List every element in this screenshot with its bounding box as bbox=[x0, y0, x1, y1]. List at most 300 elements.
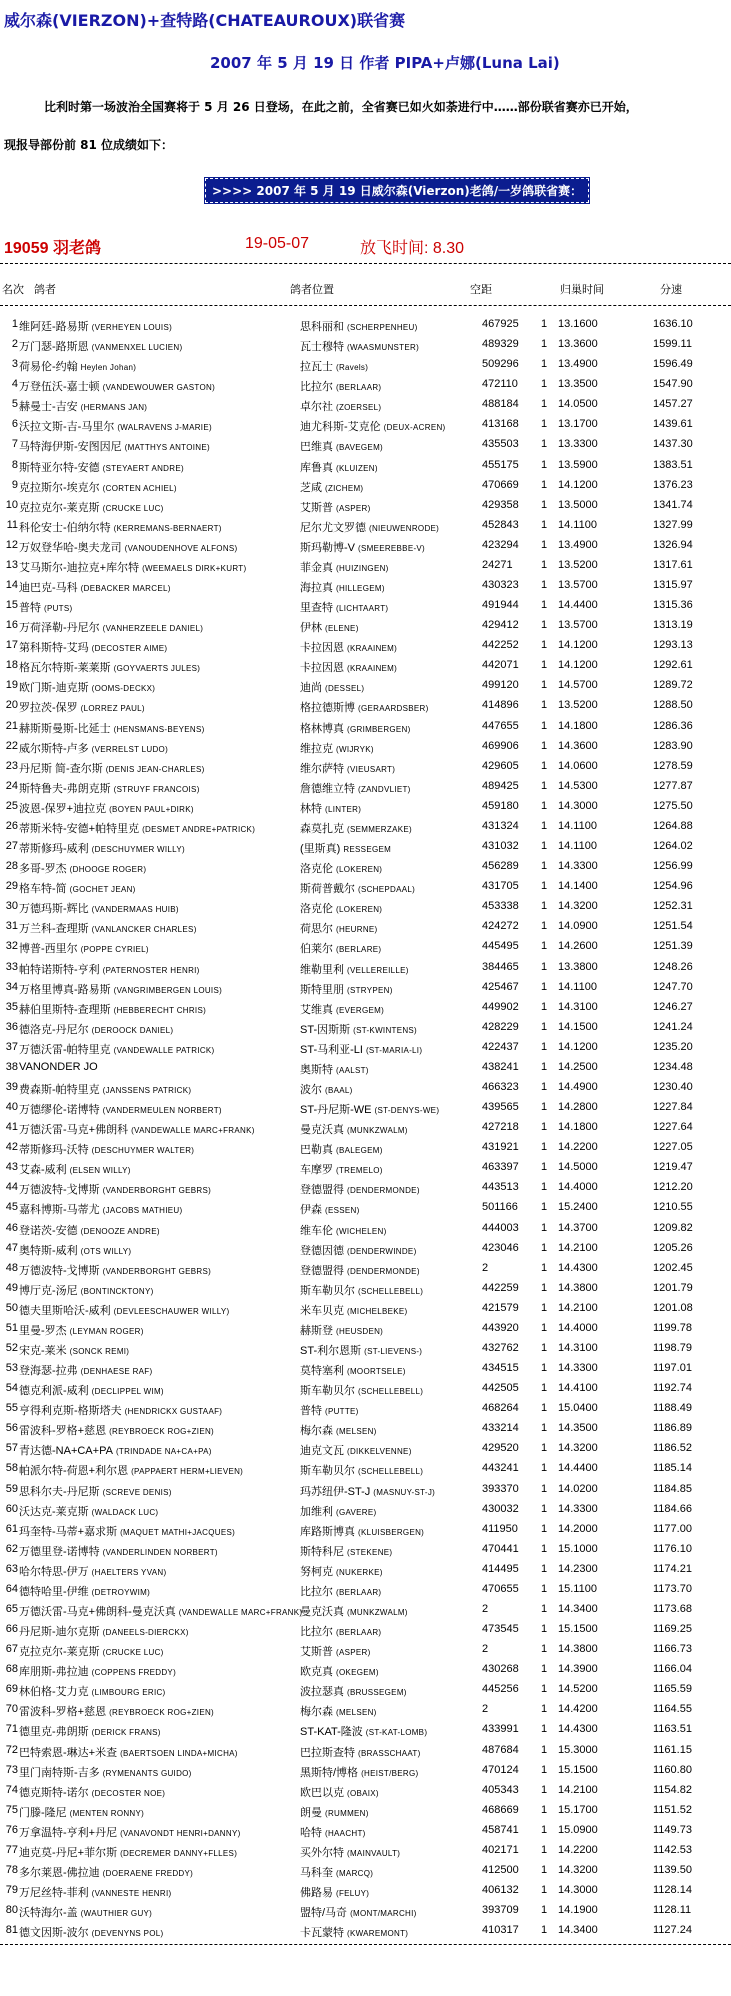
rank: 79 bbox=[5, 1884, 18, 1897]
distance: 430032 bbox=[482, 1502, 519, 1515]
fancier-name-cn: 万德缪伦-诺博特 bbox=[19, 1104, 100, 1117]
fancier-name-latin: (DERICK FRANS) bbox=[91, 1728, 161, 1738]
fancier-name-latin: (DECOSTER AIME) bbox=[91, 644, 168, 654]
arrival-day: 1 bbox=[541, 1803, 548, 1816]
table-row bbox=[0, 1681, 731, 1701]
fancier-name-latin: (GOCHET JEAN) bbox=[69, 885, 136, 895]
loft-location-latin: (KLUISBERGEN) bbox=[358, 1527, 425, 1537]
fancier-name-cn: 登诺茨-安德 bbox=[19, 1224, 78, 1237]
arrival-day: 1 bbox=[541, 1462, 548, 1475]
loft-location bbox=[300, 1824, 366, 1840]
speed: 1241.24 bbox=[653, 1020, 693, 1033]
arrival-day: 1 bbox=[541, 498, 548, 511]
loft-location-latin: (WAASMUNSTER) bbox=[347, 343, 420, 353]
loft-location-cn: (里斯真) bbox=[300, 843, 341, 856]
fancier-name-latin: (HERMANS JAN) bbox=[80, 403, 148, 413]
loft-location bbox=[300, 699, 429, 715]
arrival-day: 1 bbox=[541, 1783, 548, 1796]
loft-location bbox=[300, 1623, 381, 1639]
fancier-name-cn: 蒂斯修玛-沃特 bbox=[19, 1144, 89, 1157]
loft-location bbox=[300, 639, 397, 655]
loft-location-latin: (MELSEN) bbox=[336, 1708, 377, 1718]
distance: 438241 bbox=[482, 1060, 519, 1073]
table-row bbox=[0, 1240, 731, 1260]
fancier-name-cn: 沃特海尔-盖 bbox=[19, 1907, 78, 1920]
arrival-day: 1 bbox=[541, 1562, 548, 1575]
arrival-day: 1 bbox=[541, 1442, 548, 1455]
fancier-name-cn: 万兰科-查理斯 bbox=[19, 923, 89, 936]
loft-location-cn: 艾斯普 bbox=[300, 1646, 333, 1659]
fancier-name-latin: (LIMBOURG ERIC) bbox=[91, 1688, 166, 1698]
fancier-name bbox=[19, 699, 145, 715]
arrival-time: 14.3800 bbox=[558, 1643, 598, 1656]
divider bbox=[0, 1944, 731, 1945]
fancier-name bbox=[19, 619, 203, 635]
table-row bbox=[0, 436, 731, 456]
fancier-name-cn: 万门瑟-路斯恩 bbox=[19, 341, 89, 354]
arrival-day: 1 bbox=[541, 398, 548, 411]
arrival-time: 14.4900 bbox=[558, 1080, 598, 1093]
fancier-name-cn: 格车特-简 bbox=[19, 883, 67, 896]
arrival-time: 14.1100 bbox=[558, 840, 597, 853]
distance: 429520 bbox=[482, 1442, 519, 1455]
loft-location-latin: (MONT/MARCHI) bbox=[350, 1909, 417, 1919]
rank: 7 bbox=[11, 438, 18, 451]
fancier-name bbox=[19, 499, 164, 515]
distance: 423046 bbox=[482, 1241, 519, 1254]
fancier-name-cn: 万德沃雷-马克+佛朗科 bbox=[19, 1124, 129, 1137]
distance: 442071 bbox=[482, 659, 519, 672]
table-row bbox=[0, 979, 731, 999]
fancier-name-cn: 科伦安士-伯纳尔特 bbox=[19, 521, 111, 534]
loft-location-cn: 卓尔社 bbox=[300, 401, 333, 414]
arrival-time: 13.4900 bbox=[558, 358, 598, 371]
race-date: 19-05-07 bbox=[245, 235, 310, 252]
fancier-name-latin: (PATERNOSTER HENRI) bbox=[102, 965, 200, 975]
loft-location-cn: 比拉尔 bbox=[300, 1585, 333, 1598]
loft-location-cn: 维勒里利 bbox=[300, 963, 344, 976]
loft-location bbox=[300, 1462, 423, 1478]
loft-location bbox=[300, 1764, 418, 1780]
loft-location-latin: (WICHELEN) bbox=[336, 1226, 387, 1236]
speed: 1165.59 bbox=[653, 1683, 692, 1696]
speed: 1209.82 bbox=[653, 1221, 693, 1234]
table-row bbox=[0, 858, 731, 878]
loft-location-cn: 格林博真 bbox=[300, 722, 344, 735]
fancier-name bbox=[19, 318, 172, 334]
speed: 1457.27 bbox=[653, 398, 693, 411]
rank: 53 bbox=[5, 1362, 18, 1375]
fancier-name-cn: 门滕-隆尼 bbox=[19, 1806, 67, 1819]
fancier-name-latin: (MATTHYS ANTOINE) bbox=[124, 443, 210, 453]
arrival-time: 13.5700 bbox=[558, 619, 598, 632]
distance: 414896 bbox=[482, 699, 519, 712]
loft-location-latin: (MARCQ) bbox=[336, 1869, 374, 1879]
loft-location-latin: (NUKERKE) bbox=[336, 1567, 383, 1577]
speed: 1341.74 bbox=[653, 498, 693, 511]
arrival-time: 14.5200 bbox=[558, 1683, 598, 1696]
loft-location-cn: 佛路易 bbox=[300, 1887, 333, 1900]
table-row bbox=[0, 1139, 731, 1159]
fancier-name-latin: (VANDEWALLE MARC+FRANK) bbox=[178, 1608, 303, 1617]
distance: 470669 bbox=[482, 478, 519, 491]
table-row bbox=[0, 898, 731, 918]
speed: 1166.04 bbox=[653, 1663, 692, 1676]
distance: 402171 bbox=[482, 1843, 519, 1856]
arrival-day: 1 bbox=[541, 1261, 548, 1274]
arrival-time: 14.3300 bbox=[558, 1502, 598, 1515]
distance: 472110 bbox=[482, 378, 518, 391]
loft-location-cn: 波尔 bbox=[300, 1083, 322, 1096]
arrival-day: 1 bbox=[541, 1321, 548, 1334]
loft-location bbox=[300, 338, 419, 354]
table-row bbox=[0, 1762, 731, 1782]
loft-location bbox=[300, 1543, 392, 1559]
table-row bbox=[0, 1460, 731, 1480]
arrival-day: 1 bbox=[541, 518, 548, 531]
arrival-time: 13.1700 bbox=[558, 418, 598, 431]
speed: 1437.30 bbox=[653, 438, 693, 451]
distance: 414495 bbox=[482, 1562, 519, 1575]
distance: 473545 bbox=[482, 1623, 519, 1636]
loft-location-latin: (LICHTAART) bbox=[336, 604, 389, 614]
loft-location-cn: 斯车勒贝尔 bbox=[300, 1385, 355, 1398]
loft-location-latin: (GRIMBERGEN) bbox=[347, 724, 411, 734]
table-row bbox=[0, 1099, 731, 1119]
table-row bbox=[0, 1059, 731, 1079]
distance: 434515 bbox=[482, 1362, 519, 1375]
arrival-day: 1 bbox=[541, 1864, 548, 1877]
fancier-name-cn: 雷波科-罗格+慈恩 bbox=[19, 1706, 107, 1719]
fancier-name bbox=[19, 1021, 173, 1037]
rank: 74 bbox=[5, 1783, 18, 1796]
arrival-day: 1 bbox=[541, 1221, 548, 1234]
arrival-day: 1 bbox=[541, 1643, 548, 1656]
arrival-time: 14.4200 bbox=[558, 1703, 598, 1716]
arrival-time: 14.1100 bbox=[558, 518, 597, 531]
arrival-time: 14.2100 bbox=[558, 1783, 598, 1796]
loft-location-latin: (ASPER) bbox=[336, 503, 371, 513]
arrival-day: 1 bbox=[541, 1582, 548, 1595]
table-row bbox=[0, 1922, 731, 1942]
arrival-time: 14.3200 bbox=[558, 900, 598, 913]
table-row bbox=[0, 778, 731, 798]
loft-location-cn: 伊森 bbox=[300, 1204, 322, 1217]
fancier-name bbox=[19, 1804, 144, 1820]
rank: 81 bbox=[5, 1924, 18, 1937]
rank: 17 bbox=[5, 639, 18, 652]
loft-location-latin: (MUNKZWALM) bbox=[347, 1126, 408, 1136]
fancier-name-latin: (DESCHUYMER WILLY) bbox=[91, 845, 185, 855]
loft-location-latin: (ST-LIEVENS-) bbox=[364, 1346, 423, 1356]
rank: 28 bbox=[5, 860, 18, 873]
speed: 1376.23 bbox=[653, 478, 693, 491]
speed: 1248.26 bbox=[653, 960, 693, 973]
fancier-name-latin: (ELSEN WILLY) bbox=[69, 1166, 131, 1176]
loft-location-latin: (VELLEREILLE) bbox=[347, 965, 409, 975]
loft-location-latin: (DESSEL) bbox=[325, 684, 365, 694]
race-id: 19059 羽老鸽 bbox=[4, 240, 101, 257]
speed: 1254.96 bbox=[653, 880, 693, 893]
loft-location-latin: (BRASSCHAAT) bbox=[358, 1748, 421, 1758]
loft-location bbox=[300, 499, 371, 515]
loft-location bbox=[300, 519, 439, 535]
distance: 431032 bbox=[482, 840, 519, 853]
speed: 1315.36 bbox=[653, 599, 693, 612]
table-row bbox=[0, 336, 731, 356]
fancier-name bbox=[19, 559, 246, 575]
arrival-time: 14.3600 bbox=[558, 739, 598, 752]
rank: 68 bbox=[5, 1663, 18, 1676]
distance: 422437 bbox=[482, 1040, 519, 1053]
fancier-name-cn: 德夫里斯哈沃-威利 bbox=[19, 1304, 111, 1317]
arrival-day: 1 bbox=[541, 358, 548, 371]
fancier-name bbox=[19, 639, 167, 655]
table-row bbox=[0, 677, 731, 697]
rank: 70 bbox=[5, 1703, 18, 1716]
speed: 1278.59 bbox=[653, 759, 693, 772]
fancier-name-latin: (OTS WILLY) bbox=[80, 1246, 132, 1256]
fancier-name-cn: 帕派尔特-荷恩+利尔恩 bbox=[19, 1465, 129, 1478]
fancier-name bbox=[19, 679, 155, 695]
fancier-name-cn: 万荷泽勒-丹尼尔 bbox=[19, 622, 100, 635]
loft-location-cn: 荷思尔 bbox=[300, 923, 333, 936]
speed: 1227.64 bbox=[653, 1121, 693, 1134]
loft-location-latin: (ST-KWINTENS) bbox=[353, 1025, 418, 1035]
rank: 63 bbox=[5, 1562, 18, 1575]
loft-location-latin: (DENDERWINDE) bbox=[347, 1246, 417, 1256]
fancier-name-latin: (DOERAENE FREDDY) bbox=[102, 1869, 194, 1879]
arrival-day: 1 bbox=[541, 659, 548, 672]
speed: 1327.99 bbox=[653, 518, 693, 531]
fancier-name-latin: (VANDERBORGHT GEBRS) bbox=[102, 1186, 212, 1196]
arrival-day: 1 bbox=[541, 1341, 548, 1354]
rank: 52 bbox=[5, 1341, 18, 1354]
fancier-name-cn: 威尔斯特-卢多 bbox=[19, 742, 89, 755]
loft-location-latin: (LINTER) bbox=[325, 804, 362, 814]
loft-location bbox=[300, 1924, 408, 1940]
loft-location-latin: (HAACHT) bbox=[325, 1828, 366, 1838]
table-row bbox=[0, 316, 731, 336]
loft-location-latin: (AALST) bbox=[336, 1065, 369, 1075]
loft-location bbox=[300, 961, 409, 977]
fancier-name bbox=[19, 1442, 212, 1458]
table-row bbox=[0, 457, 731, 477]
loft-location-cn: 卡瓦蒙特 bbox=[300, 1927, 344, 1940]
loft-location-latin: (BRUSSEGEM) bbox=[347, 1688, 407, 1698]
arrival-time: 14.3300 bbox=[558, 1362, 598, 1375]
rank: 23 bbox=[5, 759, 18, 772]
loft-location-cn: 迪尤科斯-艾克伦 bbox=[300, 421, 381, 434]
distance: 429358 bbox=[482, 498, 519, 511]
loft-location-latin: (ST-KAT-LOMB) bbox=[365, 1728, 428, 1738]
distance: 491944 bbox=[482, 599, 519, 612]
table-row bbox=[0, 1360, 731, 1380]
arrival-day: 1 bbox=[541, 1884, 548, 1897]
rank: 22 bbox=[5, 739, 18, 752]
speed: 1439.61 bbox=[653, 418, 693, 431]
fancier-name-cn: 雷波科-罗格+慈恩 bbox=[19, 1425, 107, 1438]
loft-location-cn: 拉瓦士 bbox=[300, 361, 333, 374]
loft-location-latin: (ST-DENYS-WE) bbox=[374, 1106, 440, 1116]
loft-location-cn: 朗曼 bbox=[300, 1806, 322, 1819]
loft-location bbox=[300, 1784, 379, 1800]
loft-location bbox=[300, 1603, 408, 1619]
loft-location-latin: (BAVEGEM) bbox=[336, 443, 384, 453]
loft-location-cn: 莫特塞利 bbox=[300, 1365, 344, 1378]
rank: 71 bbox=[5, 1723, 18, 1736]
fancier-name-cn: 万德沃雷-马克+佛朗科-曼克沃真 bbox=[19, 1606, 176, 1618]
rank: 43 bbox=[5, 1161, 18, 1174]
fancier-name bbox=[19, 1282, 154, 1298]
arrival-day: 1 bbox=[541, 1763, 548, 1776]
distance: 489329 bbox=[482, 338, 519, 351]
rank: 38 bbox=[5, 1060, 18, 1073]
fancier-name-latin: (VERRELST LUDO) bbox=[91, 744, 169, 754]
loft-location-latin: (KWAREMONT) bbox=[347, 1929, 409, 1939]
fancier-name-latin: (CORTEN ACHIEL) bbox=[102, 483, 177, 493]
loft-location bbox=[300, 760, 395, 776]
fancier-name-cn: 宋克-莱米 bbox=[19, 1344, 67, 1357]
arrival-time: 14.2200 bbox=[558, 1141, 598, 1154]
loft-location-cn: 买外尔特 bbox=[300, 1846, 344, 1859]
rank: 44 bbox=[5, 1181, 18, 1194]
loft-location-latin: (BAAL) bbox=[325, 1085, 353, 1095]
table-row bbox=[0, 1481, 731, 1501]
fancier-name-latin: (WALDACK LUC) bbox=[91, 1507, 159, 1517]
loft-location-cn: 比拉尔 bbox=[300, 381, 333, 394]
fancier-name-cn: 万德波特-戈博斯 bbox=[19, 1184, 100, 1197]
fancier-name bbox=[19, 378, 215, 394]
col-arrival-header: 归巢时间 bbox=[560, 284, 604, 296]
loft-location bbox=[300, 1222, 387, 1238]
arrival-day: 1 bbox=[541, 1422, 548, 1435]
arrival-time: 14.1400 bbox=[558, 880, 598, 893]
speed: 1184.66 bbox=[653, 1502, 692, 1515]
table-row bbox=[0, 1501, 731, 1521]
fancier-name-cn: 丹尼斯 简-查尔斯 bbox=[19, 762, 103, 775]
arrival-day: 1 bbox=[541, 599, 548, 612]
arrival-time: 14.2100 bbox=[558, 1301, 598, 1314]
table-row bbox=[0, 356, 731, 376]
arrival-time: 13.3600 bbox=[558, 338, 598, 351]
loft-location bbox=[300, 479, 363, 495]
loft-location bbox=[300, 1081, 353, 1097]
loft-location-cn: 卡拉因恩 bbox=[300, 642, 344, 655]
fancier-name-cn: 里门南特斯-吉多 bbox=[19, 1766, 100, 1779]
loft-location bbox=[300, 1101, 439, 1117]
loft-location-cn: 黑斯特/博格 bbox=[300, 1766, 359, 1779]
fancier-name-cn: 里曼-罗杰 bbox=[19, 1324, 67, 1337]
fancier-name-latin: (DEVENYNS POL) bbox=[91, 1929, 164, 1939]
rank: 65 bbox=[5, 1603, 18, 1615]
fancier-name-cn: 普特 bbox=[19, 602, 41, 615]
loft-location bbox=[300, 1804, 369, 1820]
speed: 1293.13 bbox=[653, 639, 693, 652]
speed: 1201.08 bbox=[653, 1301, 693, 1314]
loft-location-latin: RESSEGEM bbox=[343, 845, 392, 855]
loft-location bbox=[300, 981, 393, 997]
arrival-time: 14.5300 bbox=[558, 779, 598, 792]
loft-location-latin: (SEMMERZAKE) bbox=[347, 824, 412, 834]
arrival-time: 15.3000 bbox=[558, 1743, 598, 1756]
loft-location-cn: 维尔萨特 bbox=[300, 762, 344, 775]
fancier-name-latin: (VANGRIMBERGEN LOUIS) bbox=[113, 985, 223, 995]
fancier-name-cn: 万德沃雷-帕特里克 bbox=[19, 1043, 111, 1056]
table-row bbox=[0, 1019, 731, 1039]
arrival-time: 14.0200 bbox=[558, 1482, 598, 1495]
distance: 410317 bbox=[482, 1924, 519, 1937]
fancier-name-cn: 亨得利克斯-格斯塔夫 bbox=[19, 1405, 122, 1418]
fancier-name bbox=[19, 1081, 191, 1097]
arrival-time: 15.1500 bbox=[558, 1763, 598, 1776]
loft-location-cn: 欧克真 bbox=[300, 1666, 333, 1679]
loft-location-latin: (STRYPEN) bbox=[347, 985, 393, 995]
fancier-name bbox=[19, 720, 205, 736]
fancier-name-cn: 费森斯-帕特里克 bbox=[19, 1083, 100, 1096]
arrival-time: 13.3500 bbox=[558, 378, 598, 391]
fancier-name bbox=[19, 1643, 164, 1659]
rank: 61 bbox=[5, 1522, 18, 1535]
col-loft-header: 鸽者位置 bbox=[290, 284, 334, 296]
table-row bbox=[0, 1440, 731, 1460]
arrival-time: 14.1200 bbox=[558, 659, 598, 672]
arrival-time: 14.2100 bbox=[558, 1241, 598, 1254]
fancier-name-latin: (KERREMANS-BERNAERT) bbox=[113, 523, 222, 533]
fancier-name-latin: (DECREMER DANNY+FLLES) bbox=[120, 1848, 238, 1858]
loft-location bbox=[300, 1161, 383, 1177]
loft-location-cn: 森莫扎克 bbox=[300, 822, 344, 835]
loft-location-cn: 思科丽和 bbox=[300, 321, 344, 333]
loft-location bbox=[300, 780, 411, 796]
fancier-name bbox=[19, 900, 179, 916]
table-row bbox=[0, 637, 731, 657]
arrival-time: 14.3400 bbox=[558, 1603, 598, 1615]
loft-location-cn: ST-因斯斯 bbox=[300, 1023, 351, 1036]
speed: 1164.55 bbox=[653, 1703, 692, 1716]
fancier-name bbox=[19, 1904, 152, 1920]
arrival-time: 14.1200 bbox=[558, 1040, 598, 1053]
speed: 1139.50 bbox=[653, 1864, 692, 1877]
arrival-time: 14.5000 bbox=[558, 1161, 598, 1174]
fancier-name-latin: (COPPENS FREDDY) bbox=[91, 1668, 177, 1678]
rank: 58 bbox=[5, 1462, 18, 1475]
fancier-name-latin: (MENTEN RONNY) bbox=[69, 1808, 145, 1818]
rank: 24 bbox=[5, 779, 18, 792]
fancier-name bbox=[19, 1784, 165, 1800]
distance: 443513 bbox=[482, 1181, 519, 1194]
distance: 499120 bbox=[482, 679, 519, 692]
speed: 1151.52 bbox=[653, 1803, 692, 1816]
arrival-day: 1 bbox=[541, 779, 548, 792]
divider bbox=[0, 263, 731, 264]
distance: 488184 bbox=[482, 398, 519, 411]
col-fancier-header: 鸽者 bbox=[34, 284, 56, 296]
loft-location-latin: (HILLEGEM) bbox=[336, 584, 385, 594]
rank: 64 bbox=[5, 1582, 18, 1595]
loft-location-cn: 巴勒真 bbox=[300, 1144, 333, 1157]
speed: 1227.84 bbox=[653, 1101, 693, 1114]
table-row bbox=[0, 1842, 731, 1862]
distance: 24271 bbox=[482, 558, 513, 571]
loft-location-cn: ST-利尔恩斯 bbox=[300, 1344, 362, 1357]
loft-location bbox=[300, 880, 415, 896]
table-row bbox=[0, 918, 731, 938]
loft-location bbox=[300, 1844, 400, 1860]
loft-location bbox=[300, 920, 378, 936]
arrival-time: 14.3100 bbox=[558, 1341, 598, 1354]
distance: 393709 bbox=[482, 1904, 519, 1917]
